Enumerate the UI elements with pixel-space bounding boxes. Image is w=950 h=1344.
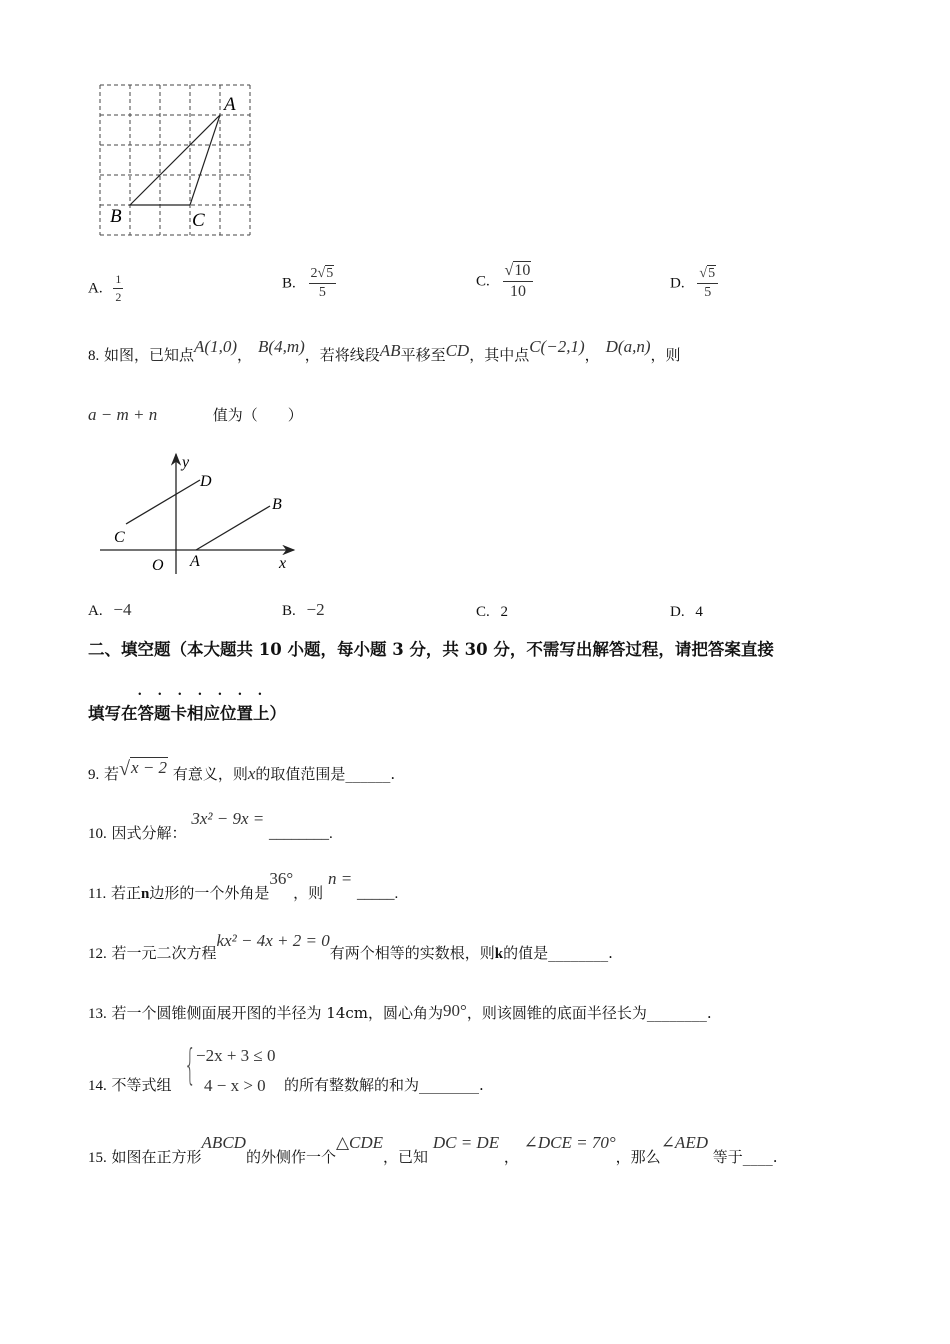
q7-option-d[interactable]: D. $\frac{√5}{5}$ <box>670 266 718 301</box>
q9-number: 9. <box>88 767 100 783</box>
q8-number: 8. <box>88 348 100 364</box>
section2-heading-line1: 二、填空题（本大题共 10 小题，每小题 3 分，共 30 分，不需写出解答过程，请把答案直接 <box>88 640 774 659</box>
q11-answer-blank[interactable]: _____. <box>356 886 399 902</box>
q14-left-brace: { <box>184 1040 197 1089</box>
q8-label-o: O <box>152 557 164 574</box>
q8-segment-cd-line <box>126 480 200 524</box>
q10-answer-blank[interactable]: ________. <box>269 826 333 842</box>
q15-triangle: △CDE <box>335 1133 384 1152</box>
q8-point-c: C(−2,1) <box>529 337 585 356</box>
q8-stem-line2: a − m + n 值为（ ） <box>88 405 303 424</box>
q8-option-a[interactable]: A. −4 <box>88 600 132 619</box>
q11: 11. 若正n边形的一个外角是36°，则 n = _____. <box>88 869 399 902</box>
q8-expression: a − m + n <box>88 405 158 424</box>
q12-var-k: k <box>494 946 504 962</box>
q8-stem-line1: 8. 如图，已知点A(1,0)， B(4,m)，若将线段AB平移至CD，其中点C(−2,1)， D(a,n)，则 <box>88 337 681 364</box>
q14: 14. 不等式组 <box>88 1076 172 1094</box>
q7-label-a: A <box>224 94 236 115</box>
q8-label-x: x <box>279 555 287 572</box>
q10: 10. 因式分解： 3x² − 9x = ________. <box>88 809 333 842</box>
q7-label-c: C <box>192 210 205 231</box>
q8-point-b: B(4,m) <box>258 337 305 356</box>
q8-segment-ab-line <box>196 506 270 550</box>
q9-var-x: x <box>247 764 256 783</box>
section2-heading-line2: 填写在答题卡相应位置 ....... 上） <box>88 684 286 723</box>
q8-segment-ab: AB <box>379 341 401 360</box>
q8-label-d: D <box>200 473 212 490</box>
q14-tail[interactable]: 的所有整数解的和为________. <box>284 1076 484 1094</box>
q7-option-a[interactable]: A. $\frac{1}{2}$ <box>88 272 122 304</box>
q15-target-angle: ∠AED <box>660 1133 708 1152</box>
q11-angle: 36° <box>269 869 294 888</box>
sqrt-symbol: √ <box>119 758 131 780</box>
q8-label-c: C <box>114 529 125 546</box>
q15-number: 15. <box>88 1150 107 1166</box>
q7-grid-triangle-figure <box>92 80 262 242</box>
q14-number: 14. <box>88 1078 107 1094</box>
q8-label-b: B <box>272 496 282 513</box>
q13: 13. 若一个圆锥侧面展开图的半径为 14cm，圆心角为90°，则该圆锥的底面半径长为________. <box>88 1001 712 1022</box>
q13-angle: 90° <box>443 1001 467 1020</box>
section2-emphasis-text: 答题卡相应位置 ....... <box>137 684 278 723</box>
q12: 12. 若一元二次方程kx² − 4x + 2 = 0有两个相等的实数根，则k的值是________. <box>88 931 613 962</box>
q7-option-a-fraction: $\frac{1}{2}$ <box>115 272 122 304</box>
q11-number: 11. <box>88 886 107 902</box>
q12-equation: kx² − 4x + 2 = 0 <box>216 931 330 950</box>
q9: 9. 若√x − 2 有意义，则x的取值范围是______. <box>88 758 396 783</box>
q10-number: 10. <box>88 826 107 842</box>
q7-option-b-fraction: $\frac{2√5}{5}$ <box>309 266 337 301</box>
q8-label-y: y <box>182 454 190 471</box>
q7-label-b: B <box>110 206 122 227</box>
q15-square: ABCD <box>201 1133 246 1152</box>
q8-point-d: D(a,n) <box>605 337 651 356</box>
q8-coordinate-figure <box>92 448 302 580</box>
q7-option-d-fraction: $\frac{√5}{5}$ <box>697 266 718 301</box>
q15-condition-2: ∠DCE = 70° <box>523 1133 616 1152</box>
q8-option-d[interactable]: D. 4 <box>670 604 703 620</box>
q8-label-a: A <box>190 553 200 570</box>
q7-option-c[interactable]: C. $\frac{√10}{10}$ <box>476 262 533 301</box>
q15: 15. 如图在正方形ABCD的外侧作一个△CDE，已知 DC = DE ， ∠DCE = 70°，那么∠AED 等于____. <box>88 1133 778 1166</box>
q10-expression: 3x² − 9x = <box>191 809 265 828</box>
q7-option-c-fraction: $\frac{√10}{10}$ <box>503 262 534 301</box>
q11-expression: n = <box>327 869 353 888</box>
q8-point-a: A(1,0) <box>194 337 238 356</box>
q12-number: 12. <box>88 946 107 962</box>
q11-var-n: n <box>141 886 150 902</box>
q9-radicand: x − 2 <box>131 758 168 777</box>
q8-option-b[interactable]: B. −2 <box>282 600 325 619</box>
q8-segment-cd: CD <box>445 341 470 360</box>
q14-inequality-1: −2x + 3 ≤ 0 <box>196 1046 276 1065</box>
q7-option-b[interactable]: B. $\frac{2√5}{5}$ <box>282 266 336 301</box>
q7-triangle-abc <box>130 115 220 205</box>
q13-number: 13. <box>88 1006 107 1022</box>
q15-condition-1: DC = DE <box>432 1133 500 1152</box>
q8-option-c[interactable]: C. 2 <box>476 604 509 620</box>
q14-inequality-2: 4 − x > 0 <box>204 1076 266 1095</box>
emphasis-dots-decoration: ....... <box>137 684 278 699</box>
